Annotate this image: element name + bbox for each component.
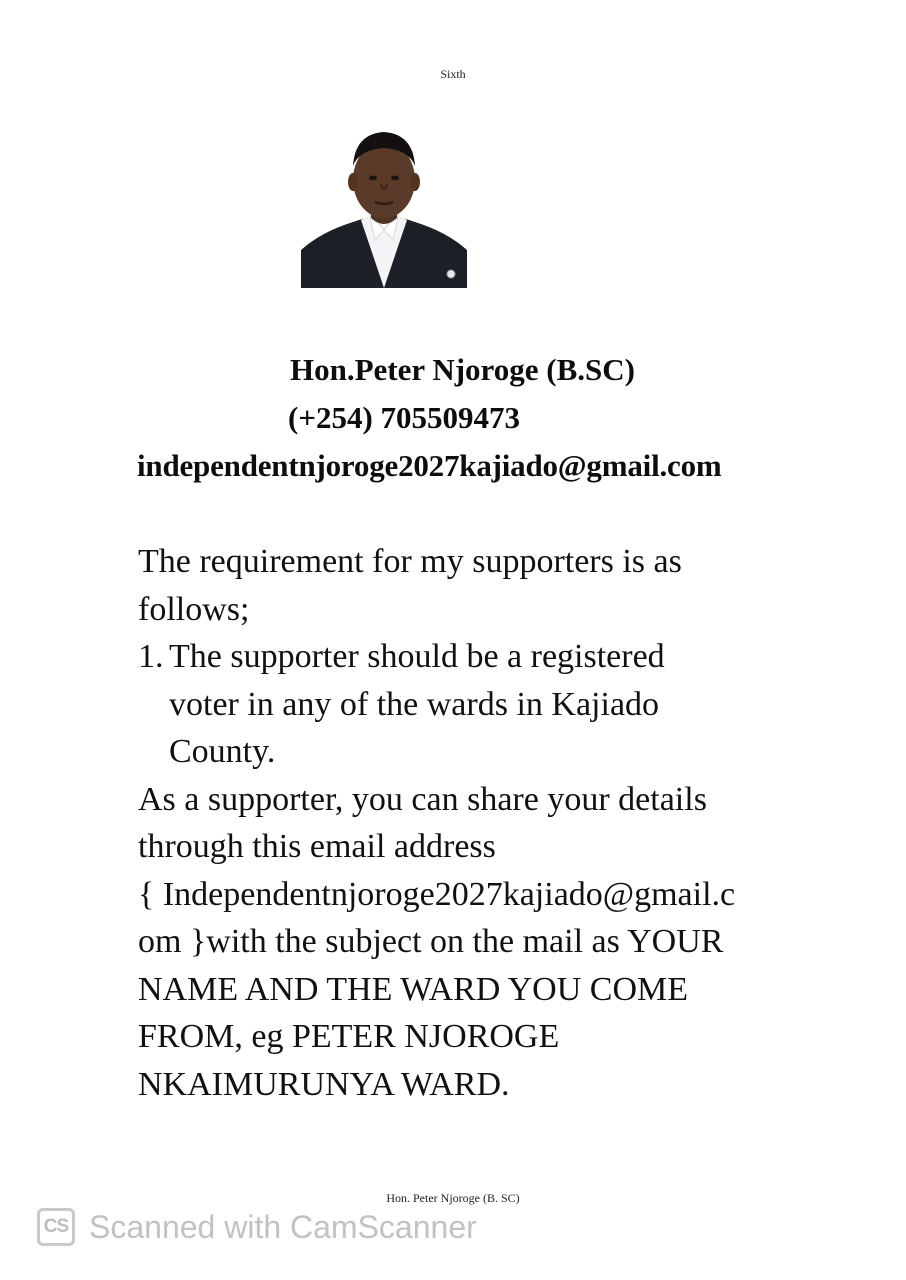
intro-line: follows; (138, 590, 250, 628)
share-line: NAME AND THE WARD YOU COME (138, 970, 688, 1008)
page-header-label: Sixth (440, 67, 466, 81)
share-line: As a supporter, you can share your details (138, 780, 707, 818)
share-line: { Independentnjoroge2027kajiado@gmail.c (138, 875, 736, 913)
portrait-illustration (301, 122, 467, 288)
intro-line: The requirement for my supporters is as (138, 543, 682, 580)
list-item (138, 633, 778, 776)
requirements-body (138, 538, 778, 1108)
list-item-text (169, 633, 778, 776)
list-item-line: voter in any of the wards in Kajiado (169, 685, 660, 723)
contact-phone: (+254) 705509473 (288, 400, 521, 435)
list-item-line: County. (169, 733, 276, 770)
contact-name: Hon.Peter Njoroge (B.SC) (290, 352, 635, 387)
share-line: through this email address (138, 828, 496, 865)
list-item-line: The supporter should be a registered (169, 638, 665, 675)
share-line: FROM, eg PETER NJOROGE (138, 1018, 560, 1055)
watermark-text: Scanned with CamScanner (89, 1208, 477, 1245)
requirements-list (138, 633, 778, 776)
list-item-number: 1. (138, 638, 164, 675)
share-line: om }with the subject on the mail as YOUR (138, 923, 724, 960)
portrait-photo (301, 122, 467, 288)
share-line: NKAIMURUNYA WARD. (138, 1065, 510, 1103)
contact-email: independentnjoroge2027kajiado@gmail.com (137, 448, 722, 483)
camscanner-logo-icon: CS (37, 1208, 75, 1246)
page-footer-label: Hon. Peter Njoroge (B. SC) (386, 1191, 520, 1205)
camscanner-watermark (37, 1206, 477, 1248)
